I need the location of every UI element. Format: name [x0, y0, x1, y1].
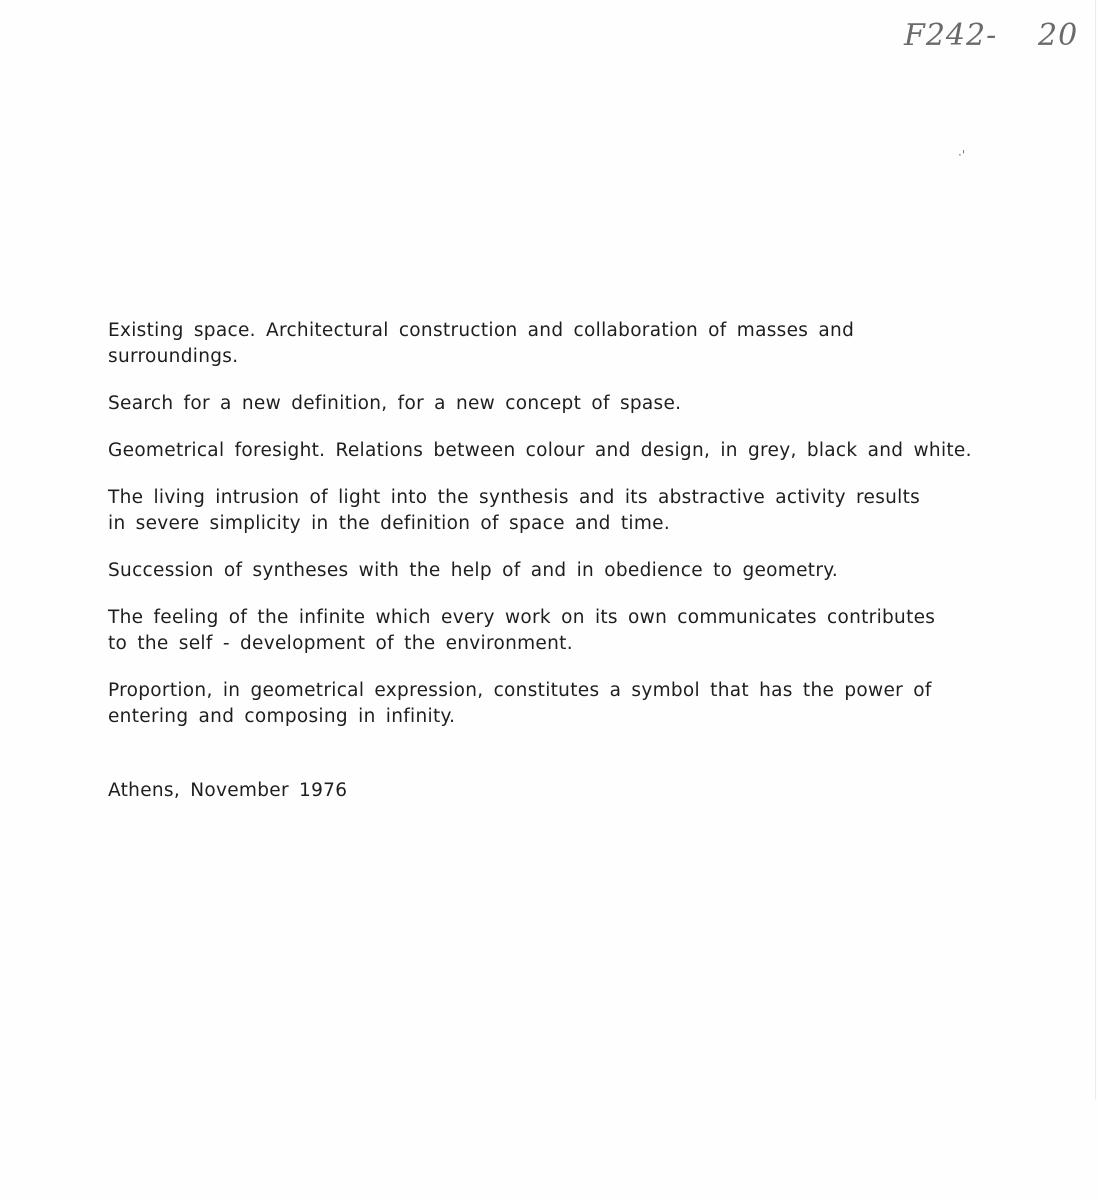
handwritten-page-number: 20 [1038, 18, 1079, 53]
paragraph-geometrical-foresight: Geometrical foresight. Relations between colour and design, in grey, black and white. [108, 440, 972, 461]
handwritten-reference: F242- [904, 18, 998, 53]
paragraph-proportion: Proportion, in geometrical expression, constitutes a symbol that has the power of entering and composing in infinity. [108, 680, 932, 727]
signature-place-date: Athens, November 1976 [108, 780, 348, 801]
paragraph-feeling-infinite: The feeling of the infinite which every work on its own communicates contributes to the self - development of the environment. [108, 607, 936, 654]
statement-text [108, 318, 988, 825]
ink-speck: ·' [958, 148, 966, 162]
paragraph-succession: Succession of syntheses with the help of and in obedience to geometry. [108, 560, 839, 581]
paragraph-existing-space: Existing space. Architectural construction and collaboration of masses and surroundings. [108, 320, 855, 367]
paragraph-new-definition: Search for a new definition, for a new concept of spase. [108, 393, 682, 414]
page-edge [1095, 0, 1096, 1100]
paragraph-living-intrusion: The living intrusion of light into the synthesis and its abstractive activity results in severe simplicity in the definition of space and time. [108, 487, 921, 534]
